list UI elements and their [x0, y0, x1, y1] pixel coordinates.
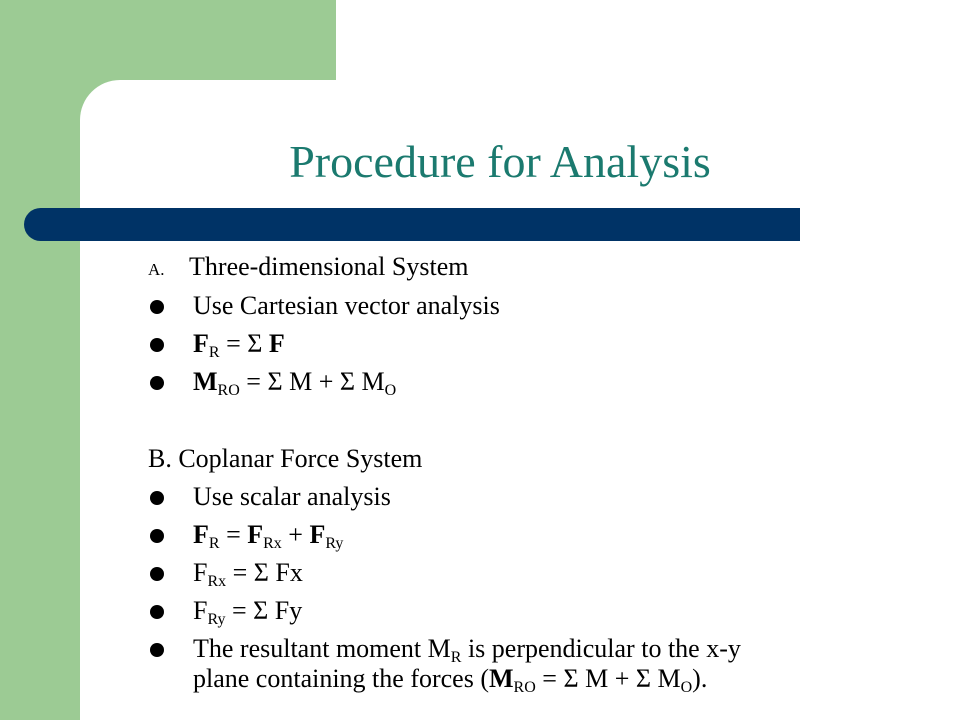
list-item: Use scalar analysis: [193, 482, 391, 511]
resultant-moment-line-2: plane containing the forces ($M_{RO} = \Sigma$ M + Σ $M_O$).: [193, 664, 708, 696]
equation-frx: $F_{Rx} = \Sigma$ Fx: [193, 558, 303, 590]
equation-fr-sum-f: $F_R = \Sigma$ F: [193, 329, 285, 361]
equation-fry: $F_{Ry} = \Sigma$ Fy: [193, 596, 303, 628]
equation-mro: $M_{RO} = \Sigma$ M + Σ $M_O$: [193, 367, 397, 399]
bullet: [150, 643, 164, 657]
bullet: [150, 338, 164, 352]
bullet: [150, 491, 164, 505]
section-a-heading: [148, 252, 468, 285]
resultant-moment-line-1: The resultant moment $M_R$ is perpendicular to the x-y: [193, 634, 741, 666]
section-a-title: Three-dimensional System: [189, 252, 469, 281]
list-item: Use Cartesian vector analysis: [193, 291, 500, 320]
section-a-marker: A.: [148, 260, 165, 279]
bullet: [150, 376, 164, 390]
slide-title: Procedure for Analysis: [289, 136, 711, 187]
section-b-heading: B. Coplanar Force System: [148, 444, 423, 473]
bullet: [150, 605, 164, 619]
bullet: [150, 300, 164, 314]
equation-fr-components: $F_R = F_{Rx} + F_{Ry}$: [193, 520, 344, 552]
bullet: [150, 529, 164, 543]
bullet: [150, 567, 164, 581]
